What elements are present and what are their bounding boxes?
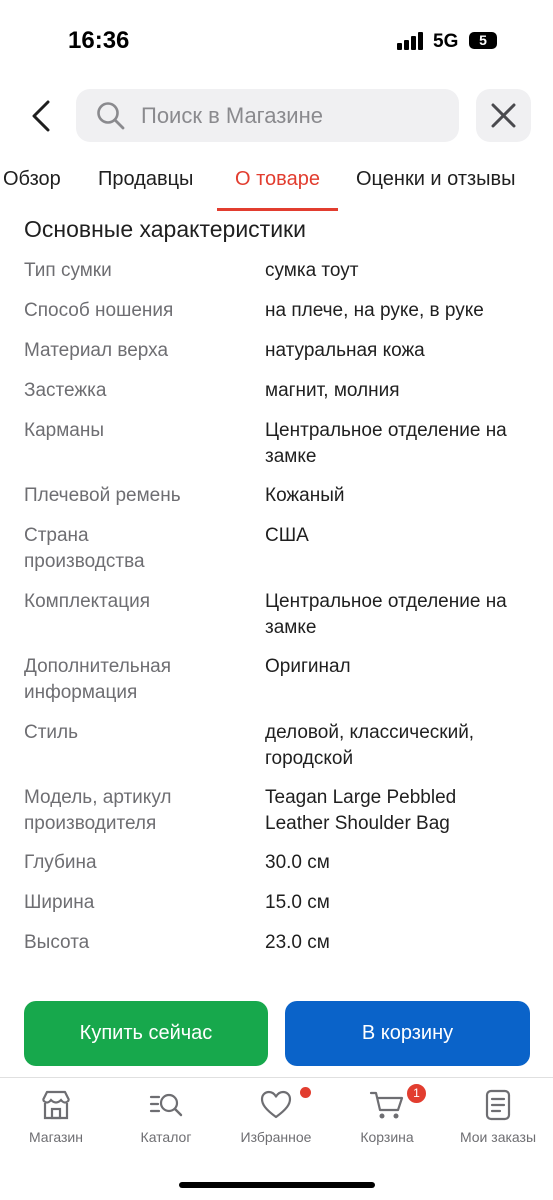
search-icon (96, 101, 126, 131)
tab-about-product[interactable]: О товаре (235, 168, 320, 190)
chevron-left-icon (26, 96, 62, 136)
tab-sellers[interactable]: Продавцы (98, 168, 194, 190)
battery-icon: 5 (469, 32, 497, 49)
status-time: 16:36 (68, 27, 130, 54)
spec-name: Застежка (24, 380, 107, 401)
nav-label: Каталог (140, 1129, 192, 1145)
spec-name: Материал верха (24, 340, 169, 361)
spec-name: Высота (24, 932, 90, 953)
orders-icon (481, 1088, 515, 1122)
nav-label: Магазин (28, 1129, 83, 1145)
add-to-cart-button[interactable]: В корзину (285, 1001, 530, 1066)
nav-label: Корзина (360, 1129, 414, 1145)
home-indicator (179, 1182, 375, 1188)
search-placeholder: Поиск в Магазине (141, 103, 323, 128)
signal-icon (397, 32, 427, 50)
spec-name: Модель, артикул производителя (24, 787, 172, 834)
network-type: 5G (433, 31, 459, 52)
spec-value: 23.0 см (265, 932, 330, 953)
buy-now-button[interactable]: Купить сейчас (24, 1001, 268, 1066)
heart-icon (259, 1088, 293, 1122)
nav-store[interactable] (18, 1088, 94, 1145)
store-icon (39, 1088, 73, 1122)
close-icon (490, 102, 517, 129)
spec-name: Глубина (24, 852, 97, 873)
spec-value: сумка тоут (265, 260, 359, 281)
spec-value: Кожаный (265, 485, 345, 506)
spec-value: Центральное отделение на замке (265, 420, 507, 467)
close-button[interactable] (476, 89, 531, 142)
tab-reviews[interactable]: Оценки и отзывы (356, 168, 516, 190)
spec-name: Карманы (24, 420, 104, 441)
spec-value: Teagan Large Pebbled Leather Shoulder Bag (265, 787, 457, 834)
spec-name: Стиль (24, 722, 79, 743)
spec-value: США (265, 525, 309, 546)
spec-value: 30.0 см (265, 852, 330, 873)
spec-name: Способ ношения (24, 300, 174, 321)
spec-value: деловой, классический, городской (265, 722, 475, 769)
nav-divider (0, 1077, 553, 1078)
spec-name: Дополнительная информация (24, 656, 172, 703)
spec-value: Оригинал (265, 656, 351, 677)
nav-orders[interactable] (452, 1088, 544, 1145)
spec-name: Плечевой ремень (24, 485, 181, 506)
catalog-search-icon (148, 1088, 184, 1122)
back-button[interactable] (26, 96, 62, 136)
cart-icon (369, 1088, 405, 1122)
spec-value: на плече, на руке, в руке (265, 300, 484, 321)
nav-label: Избранное (240, 1129, 312, 1145)
spec-name: Страна производства (24, 525, 145, 572)
nav-catalog[interactable] (128, 1088, 204, 1145)
spec-value: Центральное отделение на замке (265, 591, 507, 638)
favorites-notification-dot (300, 1087, 311, 1098)
nav-label: Мои заказы (459, 1129, 537, 1145)
spec-name: Ширина (24, 892, 95, 913)
cart-count-badge: 1 (406, 1083, 427, 1104)
search-input[interactable] (76, 89, 459, 142)
active-tab-indicator (217, 208, 338, 211)
spec-value: натуральная кожа (265, 340, 425, 361)
spec-value: 15.0 см (265, 892, 330, 913)
spec-name: Тип сумки (24, 260, 112, 281)
tab-overview[interactable]: Обзор (3, 168, 61, 190)
section-title: Основные характеристики (24, 216, 306, 242)
spec-name: Комплектация (24, 591, 151, 612)
spec-value: магнит, молния (265, 380, 400, 401)
